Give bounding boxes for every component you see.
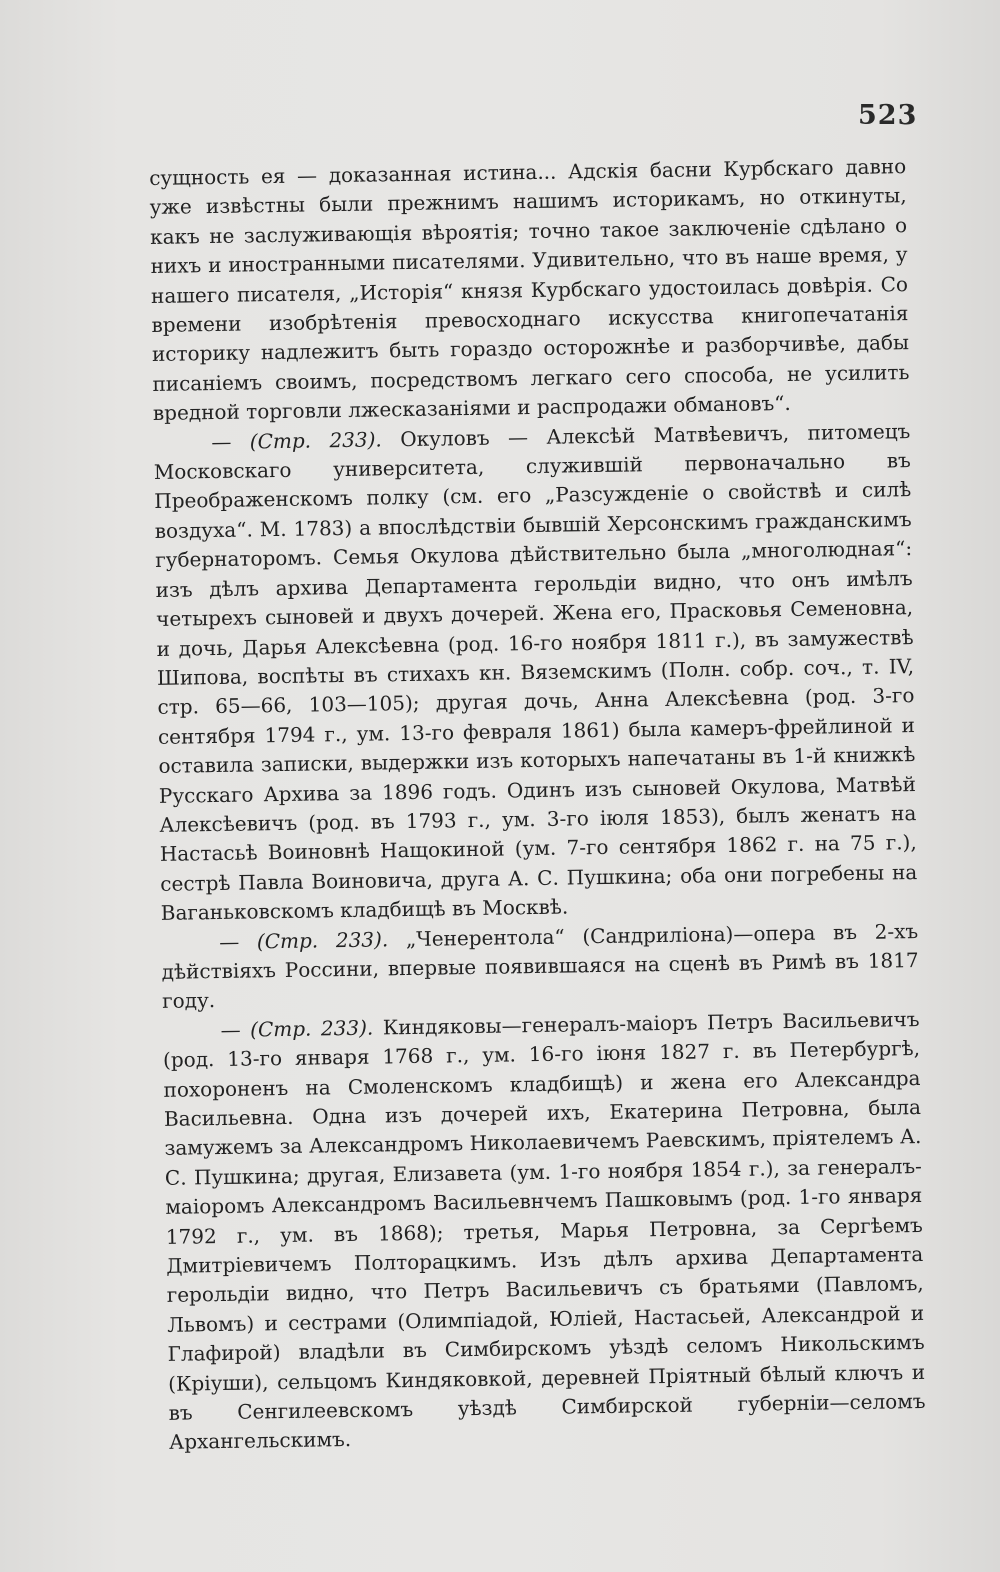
paragraph-text: Окуловъ — Алексѣй Матвѣевичъ, питомецъ Московскаго университета, служившій первоначально въ Преображенскомъ полку (см. его „Разсужденіе о свойствѣ и силѣ воздуха“. М. 1783) а впослѣдствіи бывшій Херсонскимъ гражданскимъ губернаторомъ. Семья Окулова дѣйствительно была „многолюдная“: изъ дѣлъ архива Департамента герольдіи видно, что онъ имѣлъ четырехъ сыновей и двухъ дочерей. Жена его, Прасковья Семеновна, и дочь, Дарья Алексѣевна (род. 16-го ноября 1811 г.), въ замужествѣ Шипова, воспѣты въ стихахъ кн. Вяземскимъ (Полн. собр. соч., т. IV, стр. 65—66, 103—105); другая дочь, Анна Алексѣевна (род. 3-го сентября 1794 г., ум. 13-го февраля 1861) была камеръ-фрейлиной и оставила записки, выдержки изъ которыхъ напечатаны въ 1-й книжкѣ Русскаго Архива за 1896 годъ. Одинъ изъ сыновей Окулова, Матвѣй Алексѣевичъ (род. въ 1793 г., ум. 3-го іюля 1853), былъ женатъ на Настасьѣ Воиновнѣ Нащокиной (ум. 7-го сентября 1862 г. на 75 г.), сестрѣ Павла Воиновича, друга А. С. Пушкина; оба они погребены на Ваганьковскомъ кладбищѣ въ Москвѣ.	[153, 418, 918, 926]
body-text	[149, 152, 926, 1458]
page-reference: (Стр. 233).	[249, 427, 382, 454]
paragraph-text: Киндяковы—генералъ-маіоръ Петръ Васильевичъ (род. 13-го января 1768 г., ум. 16-го іюня 1827 г. въ Петербургѣ, похороненъ на Смоленскомъ кладбищѣ) и жена его Александра Васильевна. Одна изъ дочерей ихъ, Екатерина Петровна, была замужемъ за Александромъ Николаевичемъ Раевскимъ, пріятелемъ А. С. Пушкина; другая, Елизавета (ум. 1-го ноября 1854 г.), за генералъ-маіоромъ Александромъ Васильевнчемъ Пашковымъ (род. 1-го января 1792 г., ум. въ 1868); третья, Марья Петровна, за Сергѣемъ Дмитріевичемъ Полторацкимъ. Изъ дѣлъ архива Департамента герольдіи видно, что Петръ Васильевичъ съ братьями (Павломъ, Львомъ) и сестрами (Олимпіадой, Юліей, Настасьей, Александрой и Глафирой) владѣли въ Симбирскомъ уѣздѣ селомъ Никольскимъ (Кріуши), сельцомъ Киндяковкой, деревней Пріятный бѣлый ключъ и въ Сенгилеевскомъ уѣздѣ Симбирской губерніи—селомъ Архангельскимъ.	[162, 1006, 926, 1455]
paragraph-text: „Ченерентола“ (Сандриліона)—опера въ 2-хъ дѣйствіяхъ Россини, впервые появившаяся на сценѣ въ Римѣ въ 1817 году.	[161, 918, 919, 1014]
paragraph-text: сущность ея — доказанная истина... Адскія басни Курбскаго давно уже извѣстны были прежнимъ нашимъ историкамъ, но откинуты, какъ не заслуживающія вѣроятія; точно такое заключеніе сдѣлано о нихъ и иностранными писателями. Удивительно, что въ наше время, у нашего писателя, „Исторія“ князя Курбскаго удостоилась довѣрія. Со времени изобрѣтенія превосходнаго искусства книгопечатанія историку надлежитъ быть гораздо осторожнѣе и разборчивѣе, дабы писаніемъ своимъ, посредствомъ легкаго сего способа, не усилить вредной торговли лжесказаніями и распродажи обмановъ“.	[149, 154, 910, 426]
page-reference: (Стр. 233).	[256, 926, 389, 953]
paragraph-dash: —	[220, 1017, 241, 1042]
page-reference: (Стр. 233).	[249, 1015, 374, 1042]
paragraph-dash: —	[219, 929, 240, 954]
page-number: 523	[858, 100, 918, 131]
paragraph-2	[153, 417, 918, 929]
paragraph-1	[149, 152, 910, 429]
paragraph-4	[162, 1005, 926, 1458]
paragraph-3	[161, 917, 919, 1017]
paragraph-dash: —	[211, 429, 232, 454]
